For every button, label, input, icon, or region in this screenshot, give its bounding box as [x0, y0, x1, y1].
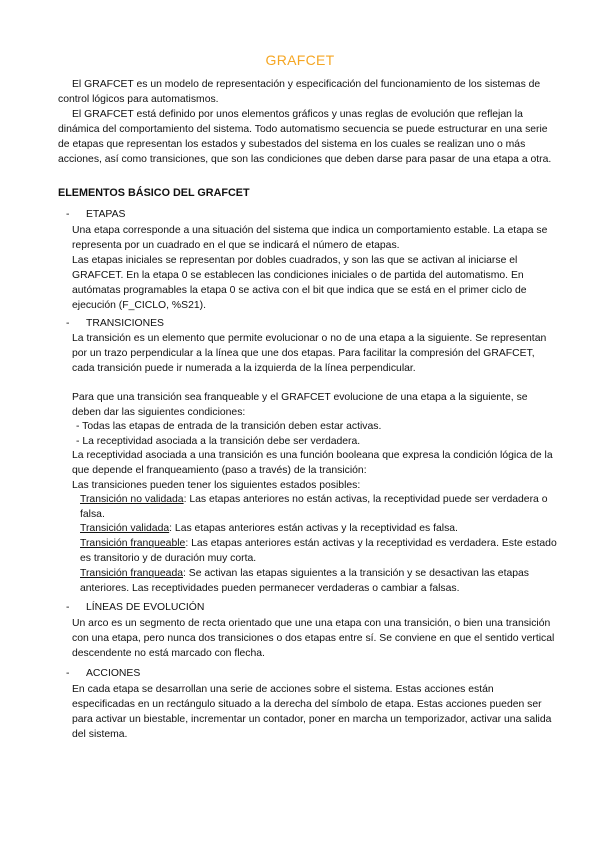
bullet-etapas: [66, 209, 125, 220]
bullet-transiciones: [66, 318, 164, 329]
transiciones-paragraph-3: La receptividad asociada a una transición es una función booleana que expresa la condición lógica de la que depende el franqueamiento (paso a través) de la transición:: [72, 450, 553, 476]
lineas-paragraph-1: Un arco es un segmento de recta orientado que une una etapa con una transición, o bien una transición con una etapa, pero nunca dos transiciones o dos etapas entre sí. Se conviene en que el sentido vertical descendente no está marcado con flecha.: [72, 618, 555, 659]
estado-franqueada: [80, 566, 558, 596]
etapas-paragraph-2: Las etapas iniciales se representan por dobles cuadrados, y son las que se activan al iniciarse el GRAFCET. En la etapa 0 se establecen las condiciones iniciales o de partida del automatismo. En autómatas programables la etapa 0 se activa con el bit que indica que se está en el primer ciclo de ejecución (F_CICLO, %S21).: [72, 255, 527, 311]
bullet-dash: -: [66, 318, 70, 329]
etapas-heading: ETAPAS: [86, 209, 126, 220]
bullet-dash: -: [66, 209, 70, 220]
bullet-dash: -: [66, 668, 70, 679]
transiciones-paragraph-4: Las transiciones pueden tener los siguientes estados posibles:: [72, 480, 361, 491]
bullet-lineas: [66, 602, 204, 613]
acciones-heading: ACCIONES: [86, 668, 141, 679]
transiciones-condition-2: - La receptividad asociada a la transición debe ser verdadera.: [76, 436, 361, 447]
estado-term: Transición no validada: [80, 494, 184, 505]
intro-paragraph-1: El GRAFCET es un modelo de representación y especificación del funcionamiento de los sistemas de control lógicos para automatismos.: [58, 79, 541, 105]
estado-text: : Las etapas anteriores no están activas, la receptividad puede ser verdadera o falsa.: [80, 494, 548, 520]
estado-term: Transición franqueable: [80, 538, 186, 549]
transiciones-paragraph-2: Para que una transición sea franqueable y el GRAFCET evolucione de una etapa a la siguiente, se deben dar las siguientes condiciones:: [72, 392, 528, 418]
section-heading: ELEMENTOS BÁSICO DEL GRAFCET: [58, 187, 250, 199]
etapas-paragraph-1: Una etapa corresponde a una situación del sistema que indica un comportamiento estable. La etapa se representa por un cuadrado en el que se indicará el número de etapas.: [72, 225, 548, 251]
lineas-heading: LÍNEAS DE EVOLUCIÓN: [86, 602, 205, 613]
transiciones-heading: TRANSICIONES: [86, 318, 164, 329]
acciones-paragraph-1: En cada etapa se desarrollan una serie de acciones sobre el sistema. Estas acciones están especificadas en un rectángulo situado a la derecha del símbolo de etapa. Estas acciones pueden ser para activar un biestable, incrementar un contador, poner en marcha un temporizador, activar una salida del sistema.: [72, 684, 552, 740]
document-title: GRAFCET: [265, 52, 335, 68]
estado-term: Transición franqueada: [80, 568, 184, 579]
estado-no-validada: [80, 492, 558, 522]
estado-text: : Se activan las etapas siguientes a la transición y se desactivan las etapas anteriores. Las receptividades pueden permanecer verdaderas o cambiar a falsas.: [80, 568, 529, 594]
bullet-dash: -: [66, 602, 70, 613]
intro-paragraph-2: El GRAFCET está definido por unos elementos gráficos y unas reglas de evolución que reflejan la dinámica del comportamiento del sistema. Todo automatismo secuencia se puede estructurar en una serie de etapas que representan los estados y subestados del sistema en los cuales se realizan uno o más acciones, así como transiciones, que son las condiciones que deben darse para pasar de una etapa a otra.: [58, 109, 552, 165]
transiciones-paragraph-1: La transición es un elemento que permite evolucionar o no de una etapa a la siguiente. Se representan por un trazo perpendicular a la línea que une dos etapas. Para facilitar la compresión del GRAFCET, cada transición puede ir numerada a la izquierda de la línea perpendicular.: [72, 333, 547, 374]
transiciones-condition-1: - Todas las etapas de entrada de la transición deben estar activas.: [76, 421, 382, 432]
estado-validada: [80, 521, 558, 536]
bullet-acciones: [66, 668, 140, 679]
estado-term: Transición validada: [80, 523, 170, 534]
estado-text: : Las etapas anteriores están activas y la receptividad es verdadera. Este estado es transitorio y de duración muy corta.: [80, 538, 557, 564]
estado-franqueable: [80, 536, 558, 566]
estado-text: : Las etapas anteriores están activas y la receptividad es falsa.: [169, 523, 458, 534]
